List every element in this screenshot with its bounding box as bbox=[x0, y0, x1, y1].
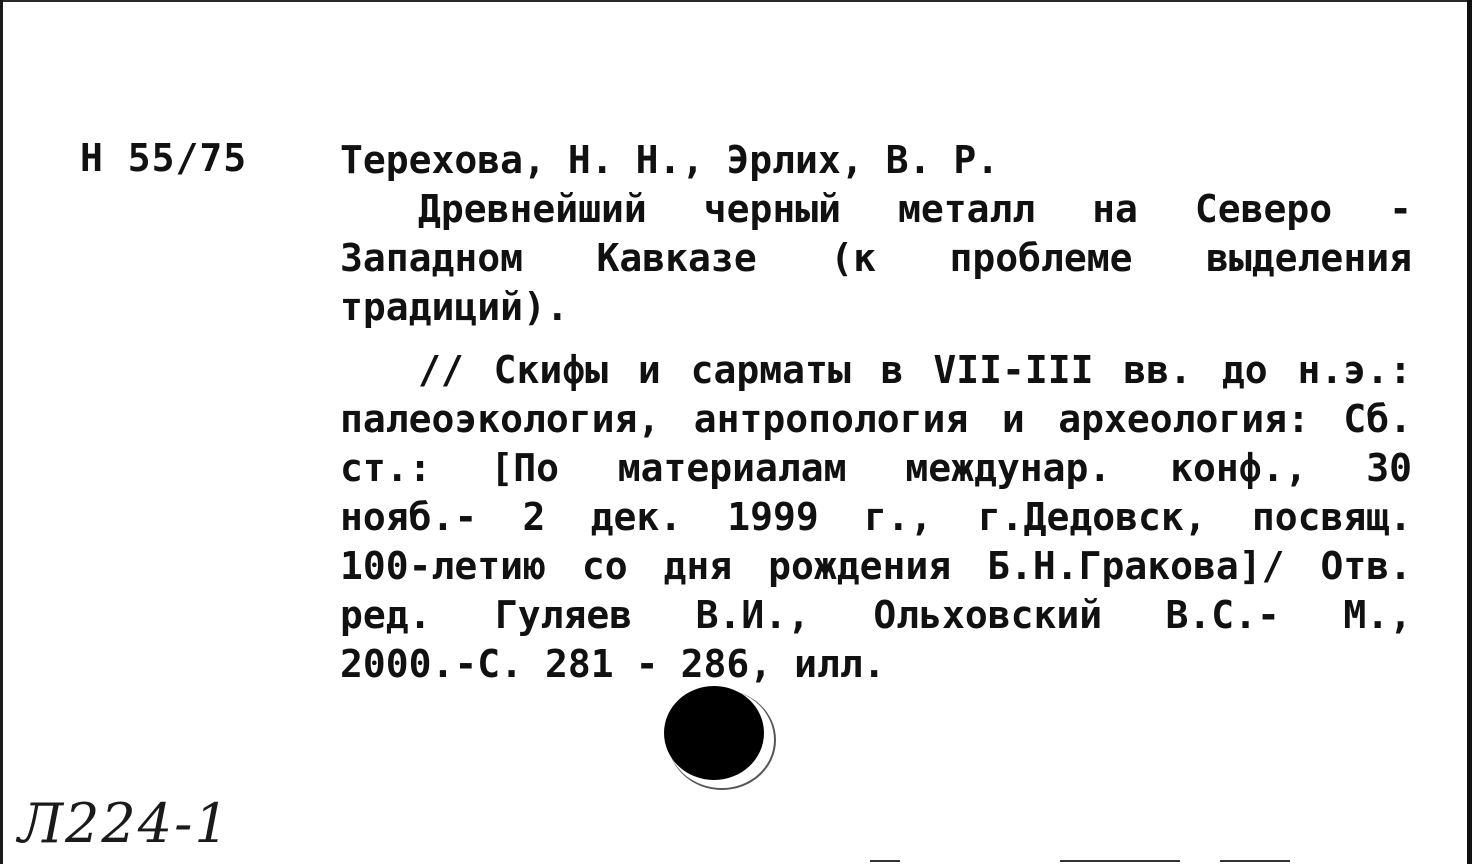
entry-word: палеоэкология, bbox=[340, 397, 661, 441]
scan-artifact bbox=[1220, 860, 1290, 862]
entry-word: (к bbox=[830, 236, 876, 280]
entry-word: В. bbox=[885, 138, 932, 182]
entry-word: н.э.: bbox=[1297, 348, 1412, 392]
entry-word: 2 bbox=[522, 495, 546, 539]
entry-word: Эрлих, bbox=[726, 138, 864, 182]
entry-word: 281 bbox=[545, 642, 614, 686]
entry-word: В.С.- bbox=[1165, 593, 1280, 637]
entry-word: - bbox=[635, 642, 659, 686]
entry-word: на bbox=[1092, 187, 1138, 231]
entry-word: // bbox=[418, 348, 464, 392]
entry-line bbox=[340, 136, 1412, 185]
entry-word: антропология bbox=[693, 397, 969, 441]
entry-word: металл bbox=[897, 187, 1036, 231]
handwritten-inventory-number: Л224-1 bbox=[18, 792, 231, 855]
entry-word: сарматы bbox=[690, 348, 851, 392]
entry-word: Западном bbox=[340, 236, 524, 280]
entry-word: дек. bbox=[590, 495, 683, 539]
entry-word: Гуляев bbox=[494, 593, 633, 637]
entry-word: со bbox=[581, 544, 628, 588]
entry-line bbox=[340, 395, 1412, 444]
entry-word: 2000.-С. bbox=[340, 642, 524, 686]
entry-word: Скифы bbox=[493, 348, 609, 392]
entry-word: междунар. bbox=[905, 446, 1112, 490]
entry-line bbox=[340, 283, 1412, 332]
entry-word: рождения bbox=[768, 544, 952, 588]
entry-word: археология: bbox=[1058, 397, 1310, 441]
entry-word: Северо bbox=[1194, 187, 1333, 231]
entry-word: г.Дедовск, bbox=[977, 495, 1207, 539]
entry-word: Н., bbox=[635, 138, 705, 182]
entry-word: Кавказе bbox=[596, 236, 757, 280]
entry-line bbox=[340, 640, 1412, 689]
entry-line bbox=[340, 542, 1412, 591]
scan-artifact bbox=[1060, 860, 1180, 862]
entry-line bbox=[340, 591, 1412, 640]
entry-word: В.И., bbox=[695, 593, 810, 637]
entry-line bbox=[340, 346, 1412, 395]
card-top-edge bbox=[0, 0, 1472, 2]
entry-word: в bbox=[880, 348, 904, 392]
entry-word: Р. bbox=[953, 138, 1000, 182]
entry-word: и bbox=[637, 348, 661, 392]
entry-line bbox=[340, 185, 1412, 234]
entry-word: Н. bbox=[567, 138, 614, 182]
card-left-edge bbox=[0, 0, 3, 864]
bibliographic-entry bbox=[340, 136, 1412, 689]
entry-word: вв. bbox=[1123, 348, 1193, 392]
call-number: Н 55/75 bbox=[80, 136, 248, 180]
entry-word: 286, bbox=[680, 642, 773, 686]
entry-line bbox=[340, 444, 1412, 493]
entry-word: Древнейший bbox=[418, 187, 647, 231]
entry-word: конф., bbox=[1170, 446, 1308, 490]
entry-word: г., bbox=[864, 495, 933, 539]
entry-word: черный bbox=[703, 187, 841, 231]
entry-word: Терехова, bbox=[340, 138, 546, 182]
entry-word: материалам bbox=[617, 446, 847, 490]
entry-word: посвящ. bbox=[1251, 495, 1412, 539]
punch-hole bbox=[664, 686, 764, 780]
entry-word: проблеме bbox=[949, 236, 1133, 280]
entry-word: М., bbox=[1343, 593, 1412, 637]
entry-word: VII-III bbox=[933, 348, 1094, 392]
entry-word: Сб. bbox=[1343, 397, 1412, 441]
entry-word: Отв. bbox=[1320, 544, 1412, 588]
entry-word: и bbox=[1001, 397, 1025, 441]
entry-word: Ольховский bbox=[873, 593, 1103, 637]
entry-word: - bbox=[1389, 187, 1412, 231]
entry-word: [По bbox=[490, 446, 559, 490]
entry-word: ред. bbox=[340, 593, 432, 637]
entry-word: 1999 bbox=[727, 495, 819, 539]
entry-word: до bbox=[1221, 348, 1268, 392]
entry-word: традиций). bbox=[340, 285, 569, 329]
scan-artifact bbox=[870, 860, 900, 862]
card-right-edge bbox=[1467, 0, 1472, 864]
entry-word: нояб.- bbox=[340, 495, 478, 539]
entry-word: 100-летию bbox=[340, 544, 546, 588]
entry-word: илл. bbox=[794, 642, 886, 686]
entry-line bbox=[340, 234, 1412, 283]
entry-word: дня bbox=[663, 544, 733, 588]
entry-word: выделения bbox=[1206, 236, 1412, 280]
entry-word: Б.Н.Гракова]/ bbox=[987, 544, 1285, 588]
entry-word: 30 bbox=[1366, 446, 1412, 490]
entry-word: ст.: bbox=[340, 446, 432, 490]
entry-line bbox=[340, 493, 1412, 542]
